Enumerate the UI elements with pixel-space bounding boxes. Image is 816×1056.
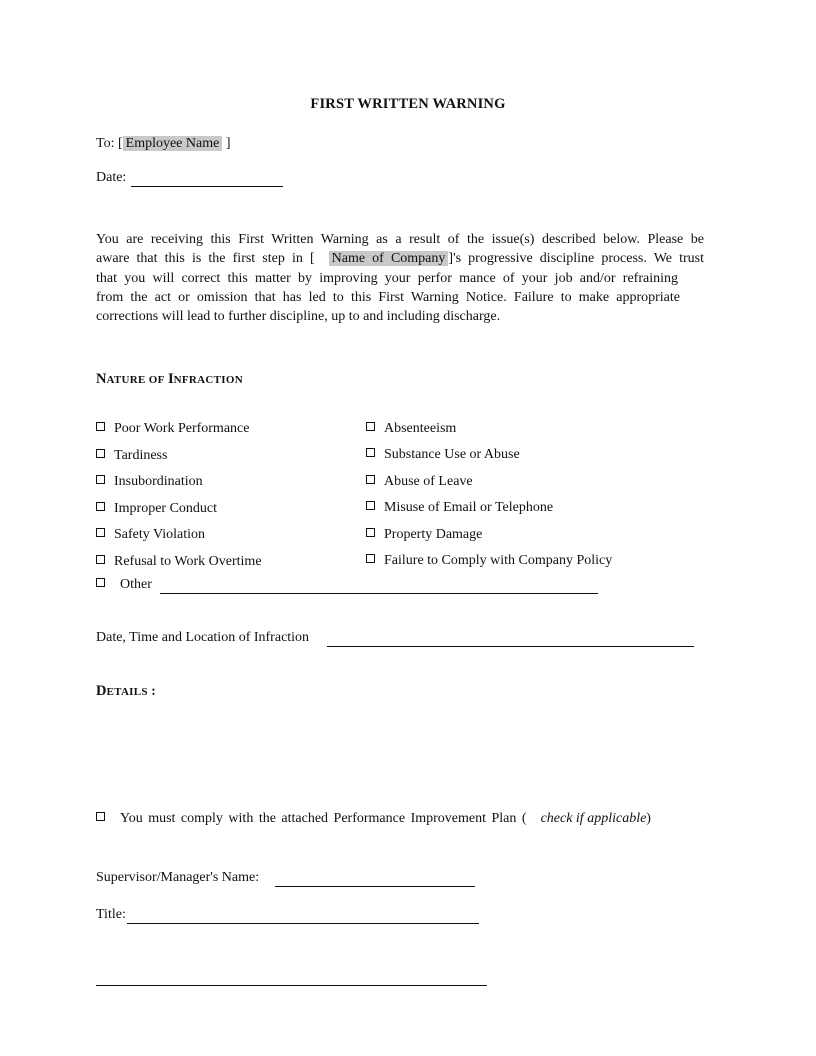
checkbox-icon[interactable] [366,422,375,431]
checkbox-icon[interactable] [366,448,375,457]
infraction-option[interactable]: Poor Work Performance [96,421,249,437]
document-title: FIRST WRITTEN WARNING [310,96,506,112]
checkbox-icon[interactable] [96,812,105,821]
infraction-option[interactable]: Refusal to Work Overtime [96,554,262,570]
pip-text: You must comply with the attached Performance Improvement Plan ( [120,811,527,826]
other-field[interactable] [160,593,598,594]
intro-line-2-post: ]'s progressive discipline process. We trust [448,251,705,267]
details-heading: DETAILS : [96,683,156,699]
infraction-option[interactable]: Misuse of Email or Telephone [366,500,553,516]
infraction-other-option[interactable] [96,577,152,593]
checkbox-icon[interactable] [366,475,375,484]
intro-line-2-pre: aware that this is the first step in [ [96,251,315,267]
intro-line-1: You are receiving this First Written Warning as a result of the issue(s) described below. Please be [96,232,704,247]
title-label: Title: [96,907,126,922]
infraction-option[interactable]: Safety Violation [96,527,205,543]
nature-of-infraction-heading: NATURE OF INFRACTION [96,371,243,387]
infraction-option[interactable]: Tardiness [96,448,167,464]
infraction-option[interactable]: Abuse of Leave [366,474,473,490]
supervisor-name-field[interactable] [275,886,475,887]
supervisor-name-label: Supervisor/Manager's Name: [96,870,260,885]
intro-line-4: from the act or omission that has led to this First Warning Notice. Failure to make appropriate [96,289,680,305]
date-line [96,170,126,186]
infraction-datetime-label: Date, Time and Location of Infraction [96,630,310,645]
pip-italic-text: check if applicable [540,811,647,826]
intro-line-2 [96,249,704,268]
checkbox-icon[interactable] [96,475,105,484]
company-name-field[interactable]: Name of Company [329,251,449,266]
checkbox-icon[interactable] [96,502,105,511]
signature-line[interactable] [96,985,487,986]
pip-close-paren: ) [646,811,651,826]
to-label: To: [ [96,136,123,151]
checkbox-icon[interactable] [96,578,105,587]
intro-paragraph [96,230,704,326]
title-field[interactable] [127,923,479,924]
to-line [96,136,231,152]
to-close-bracket: ] [225,136,231,151]
infraction-datetime-field[interactable] [327,646,694,647]
checkbox-icon[interactable] [366,528,375,537]
checkbox-icon[interactable] [96,449,105,458]
infraction-option[interactable]: Absenteeism [366,421,456,437]
checkbox-icon[interactable] [96,422,105,431]
pip-option[interactable] [96,811,651,827]
infraction-option[interactable]: Improper Conduct [96,501,217,517]
date-field[interactable] [131,186,283,187]
checkbox-icon[interactable] [366,501,375,510]
checkbox-icon[interactable] [366,554,375,563]
employee-name-field[interactable]: Employee Name [123,136,223,151]
date-label: Date: [96,170,127,185]
intro-line-5: corrections will lead to further discipline, up to and including discharge. [96,309,501,325]
other-label: Other [120,577,152,592]
checkbox-icon[interactable] [96,528,105,537]
infraction-option[interactable]: Substance Use or Abuse [366,447,520,463]
infraction-option[interactable]: Failure to Comply with Company Policy [366,553,612,569]
checkbox-icon[interactable] [96,555,105,564]
infraction-option[interactable]: Insubordination [96,474,203,490]
intro-line-3: that you will correct this matter by improving your perfor mance of your job and/or refraining [96,270,678,286]
infraction-option[interactable]: Property Damage [366,527,482,543]
